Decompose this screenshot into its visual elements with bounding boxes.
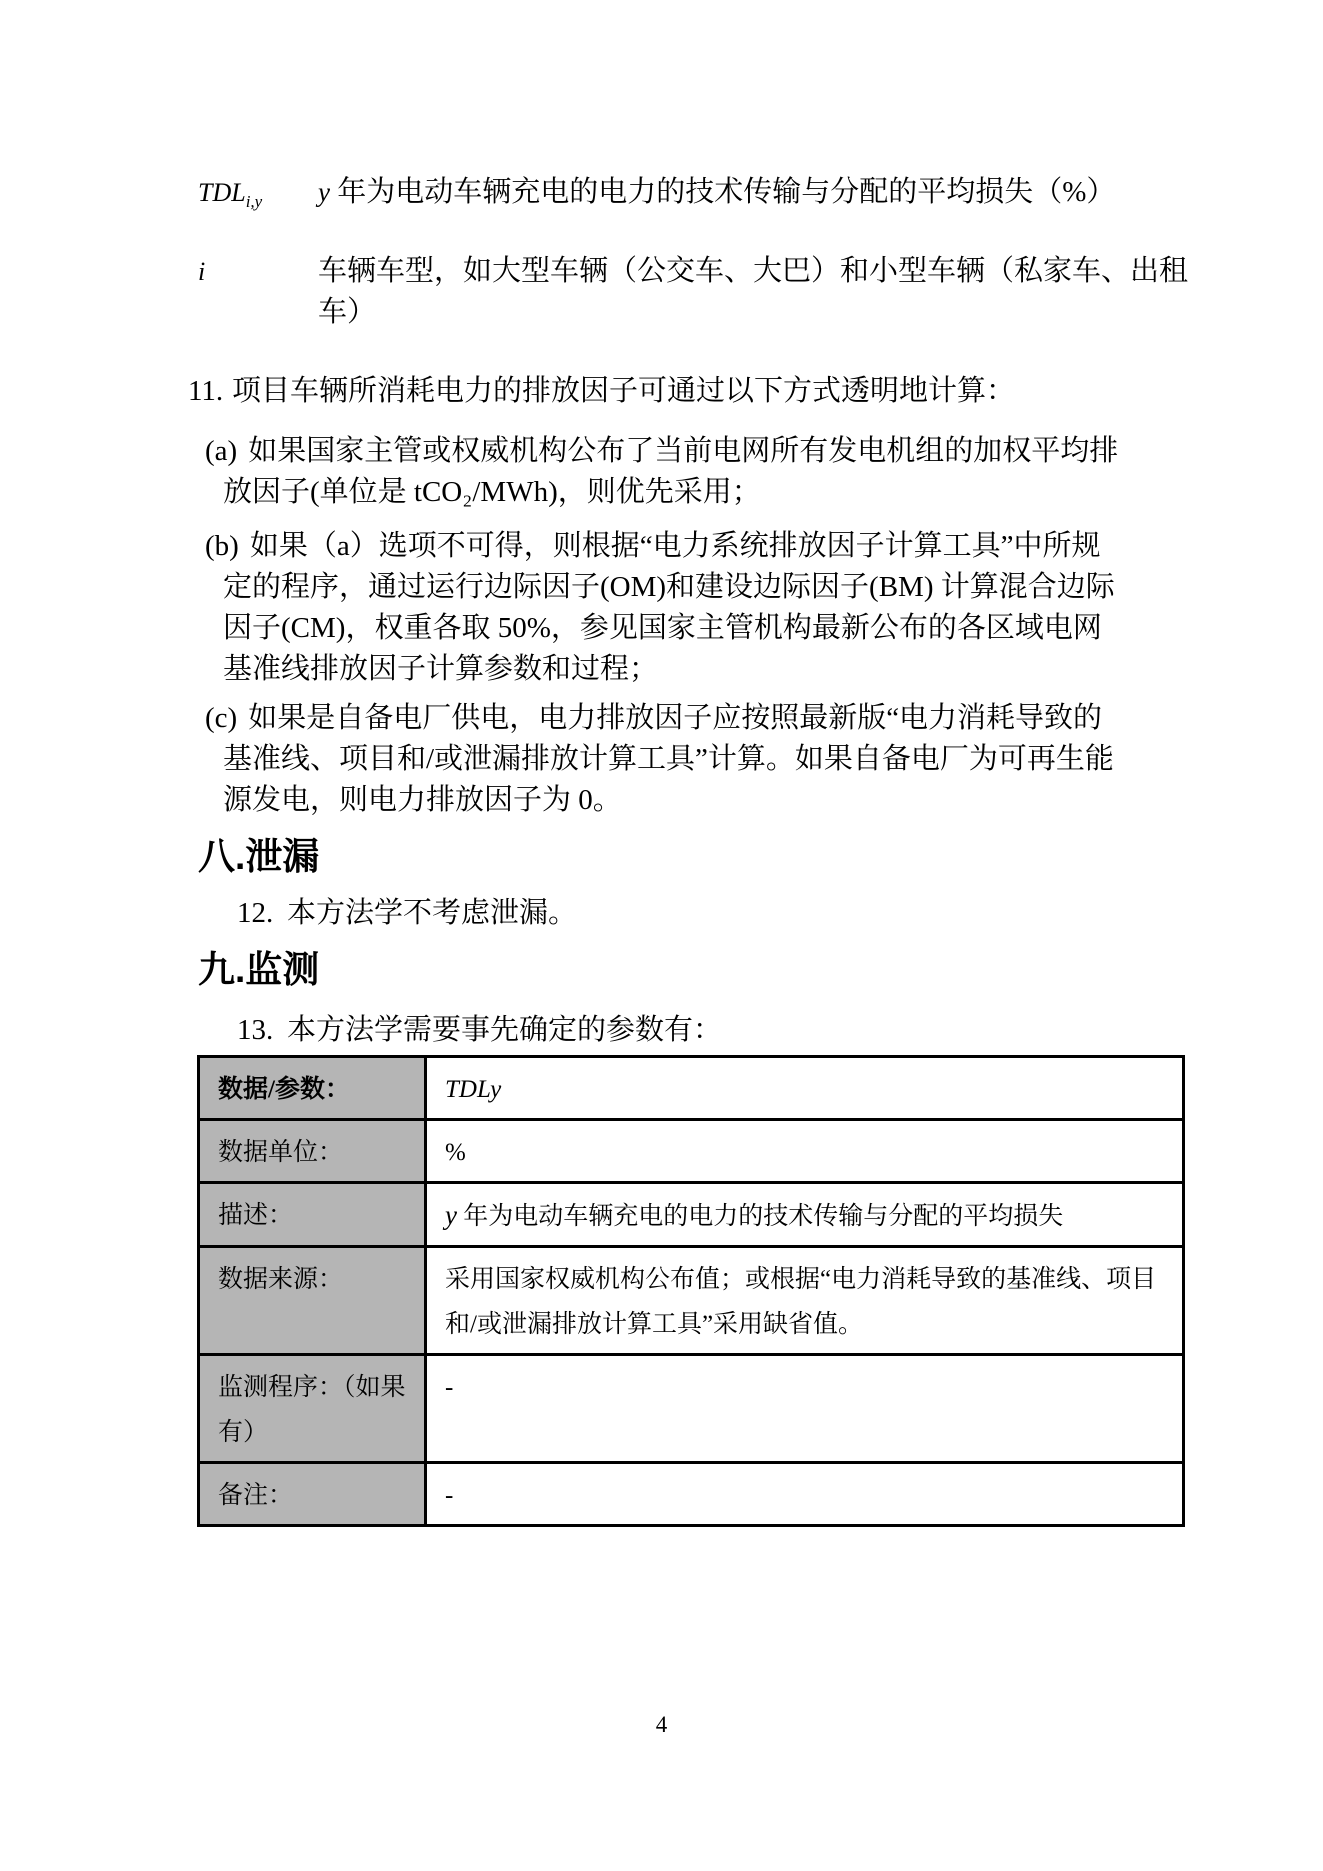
row-label: 数据单位： — [218, 1139, 344, 1167]
row-label-cell — [199, 1057, 426, 1120]
row-value: - — [445, 1482, 454, 1510]
definition-term-tdl — [198, 172, 318, 222]
row-value: - — [445, 1374, 454, 1402]
row-value-cell — [426, 1463, 1184, 1526]
row-label: 监测程序：（如果有） — [218, 1374, 406, 1447]
numbered-item-13 — [237, 1010, 1190, 1051]
row-value-cell — [426, 1120, 1184, 1183]
definition-row-i — [198, 251, 1190, 333]
definition-row-tdl — [198, 172, 1190, 222]
row-label-cell — [199, 1463, 426, 1526]
row-value-cell — [426, 1247, 1184, 1355]
item-number: 11. — [188, 375, 224, 408]
row-label: 描述： — [218, 1202, 294, 1230]
table-row — [199, 1183, 1184, 1247]
definition-text: 年为电动车辆充电的电力的技术传输与分配的平均损失（%） — [329, 176, 1116, 208]
page-number: 4 — [655, 1712, 668, 1737]
row-label-cell — [199, 1183, 426, 1247]
item-letter: (b) — [205, 530, 239, 563]
table-row — [199, 1120, 1184, 1183]
item-letter: (a) — [205, 435, 238, 468]
row-value: 采用国家权威机构公布值；或根据“电力消耗导致的基准线、项目和/或泄漏排放计算工具”采用缺省值。 — [445, 1266, 1157, 1339]
item-number: 12. — [237, 897, 274, 930]
row-label: 备注： — [218, 1482, 294, 1510]
lettered-item-c — [205, 698, 1125, 821]
row-label-cell — [199, 1120, 426, 1183]
lettered-item-b — [205, 526, 1125, 690]
row-value-cell — [426, 1355, 1184, 1463]
item-text: 本方法学不考虑泄漏。 — [287, 897, 578, 930]
numbered-item-12 — [237, 893, 1190, 934]
table-row — [199, 1247, 1184, 1355]
definition-text-tdl — [318, 172, 1190, 222]
item-text: 如果（a）选项不可得，则根据“电力系统排放因子计算工具”中所规定的程序，通过运行边际因子(OM)和建设边际因子(BM) 计算混合边际因子(CM)，权重各取 50%，参见国家主管机构最新公布的各区域电网基准线排放因子计算参数和过程； — [223, 530, 1115, 686]
item-letter: (c) — [205, 702, 238, 735]
item-text: 如果是自备电厂供电，电力排放因子应按照最新版“电力消耗导致的基准线、项目和/或泄漏排放计算工具”计算。如果自备电厂为可再生能源发电，则电力排放因子为 0。 — [223, 702, 1114, 817]
row-value: TDLy — [445, 1076, 502, 1104]
section-heading-monitoring: 九.监测 — [198, 949, 320, 991]
row-label-cell — [199, 1247, 426, 1355]
definition-text: 车辆车型，如大型车辆（公交车、大巴）和小型车辆（私家车、出租车） — [318, 255, 1189, 329]
row-label-cell — [199, 1355, 426, 1463]
item-text: 本方法学需要事先确定的参数有： — [287, 1014, 723, 1047]
row-value-variable: y — [445, 1200, 457, 1231]
document-body — [188, 172, 1190, 1527]
row-value: % — [445, 1139, 466, 1167]
lettered-item-a — [205, 431, 1125, 513]
item-text: 项目车辆所消耗电力的排放因子可通过以下方式透明地计算： — [232, 375, 1016, 408]
table-row — [199, 1463, 1184, 1526]
definition-term-subscript: i,y — [245, 192, 263, 212]
definition-term-i — [198, 251, 318, 333]
definition-term-base: TDL — [198, 178, 246, 207]
row-label: 数据来源： — [218, 1266, 344, 1294]
row-value: 年为电动车辆充电的电力的技术传输与分配的平均损失 — [456, 1203, 1064, 1231]
section-heading-leakage: 八.泄漏 — [198, 836, 320, 878]
table-row — [199, 1057, 1184, 1120]
item-text: 如果国家主管或权威机构公布了当前电网所有发电机组的加权平均排放因子(单位是 tCO₂/MWh)，则优先采用； — [223, 435, 1119, 509]
item-number: 13. — [237, 1014, 274, 1047]
table-row — [199, 1355, 1184, 1463]
definition-term-base: i — [198, 257, 206, 287]
row-value-cell — [426, 1183, 1184, 1247]
parameter-table — [197, 1055, 1185, 1527]
row-label: 数据/参数： — [218, 1076, 350, 1104]
definition-text-i — [318, 251, 1190, 333]
row-value-cell — [426, 1057, 1184, 1120]
definition-lead-variable: y — [318, 177, 330, 207]
numbered-item-11 — [188, 371, 1190, 412]
